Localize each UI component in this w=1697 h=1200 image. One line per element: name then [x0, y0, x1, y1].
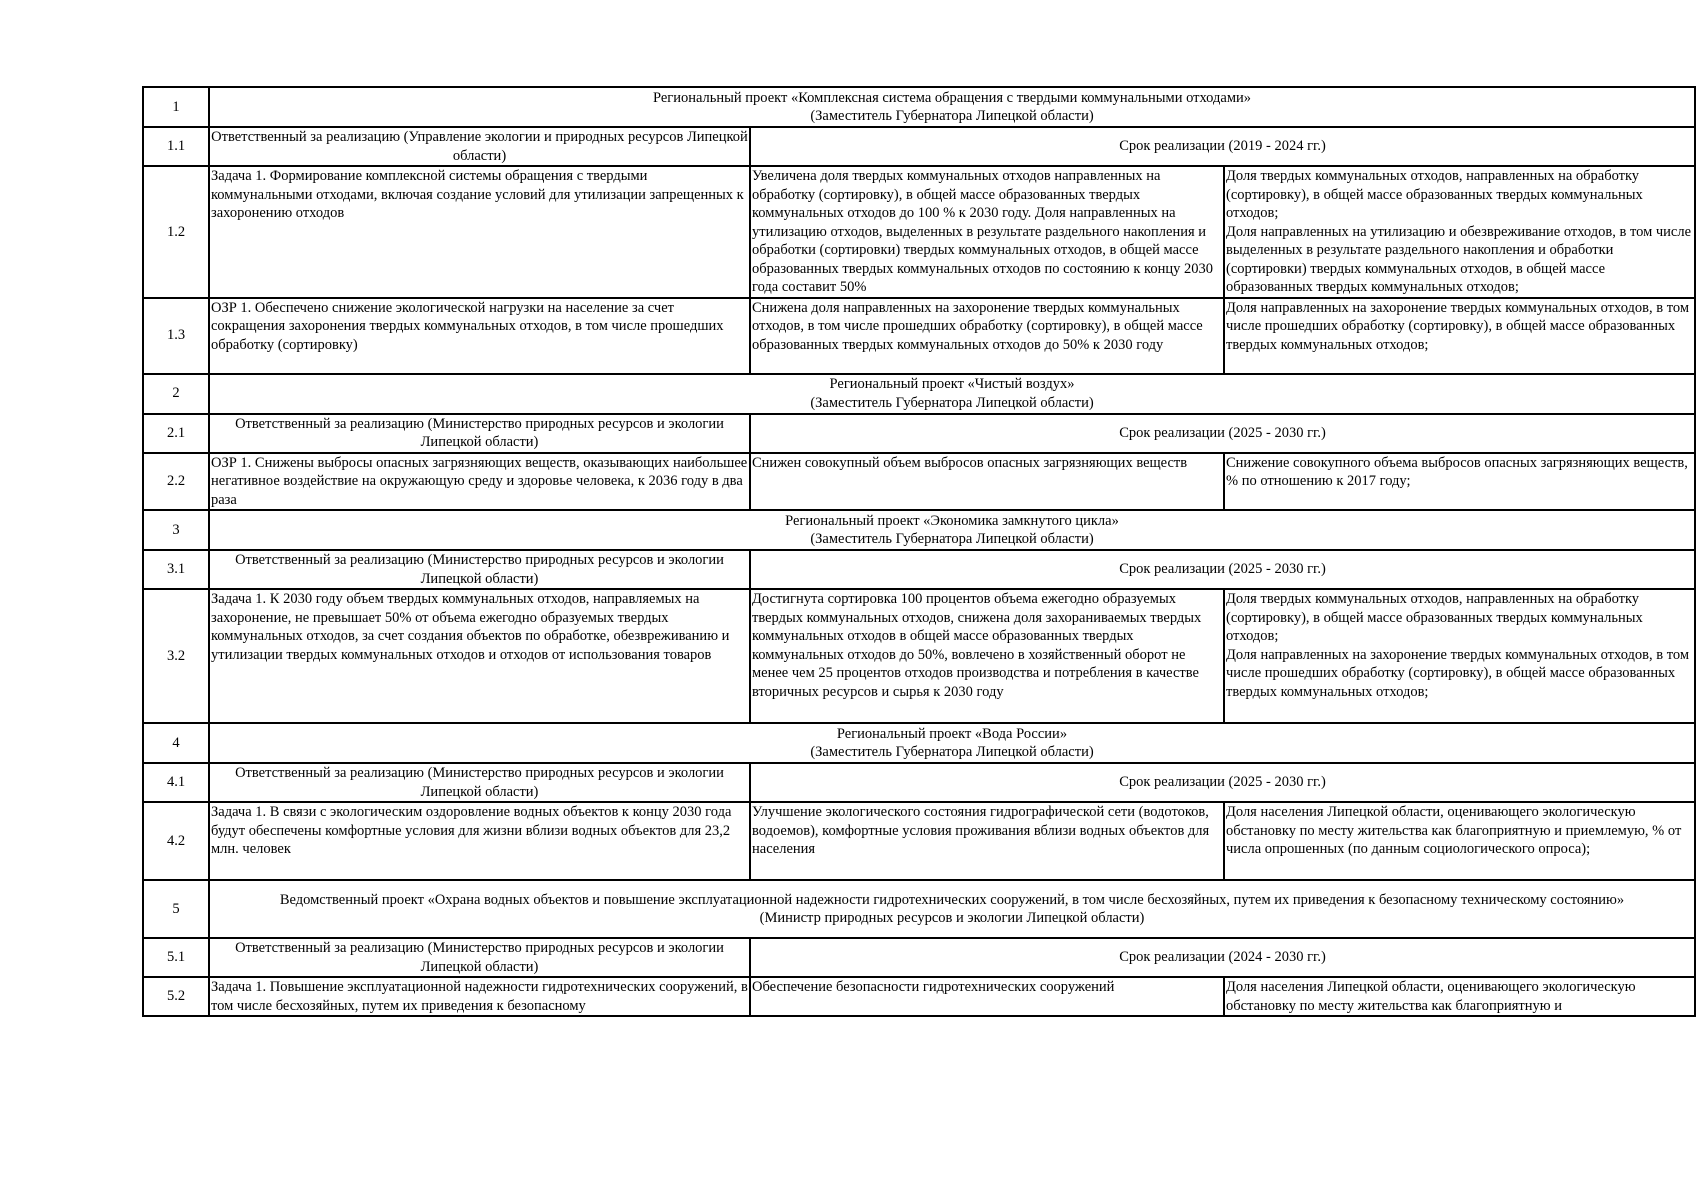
- task-text: Задача 1. В связи с экологическим оздоровление водных объектов к концу 2030 года будут обеспечены комфортные условия для жизни вблизи водных объектов для 23,2 млн. человек: [211, 804, 732, 857]
- row-number: 3: [143, 510, 209, 550]
- task-text: Задача 1. Формирование комплексной системы обращения с твердыми коммунальными отходами, включая создание условий для утилизации запрещенных к захоронению отходов: [211, 168, 744, 221]
- indicators-text: Доля населения Липецкой области, оценивающего экологическую обстановку по месту жительства как благоприятную и приемлемую, % от числа опрошенных (по данным социологического опроса);: [1226, 804, 1682, 857]
- task-cell: [209, 166, 750, 298]
- term-cell: Срок реализации (2025 - 2030 гг.): [750, 414, 1695, 453]
- project-header: [209, 723, 1695, 763]
- table-row: [143, 453, 1695, 511]
- table-row: [143, 510, 1695, 550]
- indicators-cell: [1224, 166, 1695, 298]
- project-title: Региональный проект «Чистый воздух»: [829, 376, 1075, 392]
- table-row: [143, 802, 1695, 880]
- row-number: 5.2: [143, 977, 209, 1016]
- result-text: Улучшение экологического состояния гидрографической сети (водотоков, водоемов), комфортные условия проживания вблизи водных объектов для населения: [752, 804, 1210, 857]
- project-header: [209, 374, 1695, 414]
- row-number: 1.3: [143, 298, 209, 374]
- row-number: 2: [143, 374, 209, 414]
- result-cell: [750, 166, 1224, 298]
- table-row: [143, 127, 1695, 166]
- result-cell: [750, 802, 1224, 880]
- project-title: Региональный проект «Экономика замкнутого цикла»: [785, 512, 1119, 529]
- row-number: 5: [143, 880, 209, 938]
- project-supervisor: (Заместитель Губернатора Липецкой области): [810, 108, 1094, 124]
- project-supervisor: (Заместитель Губернатора Липецкой области): [810, 531, 1094, 547]
- project-supervisor: (Заместитель Губернатора Липецкой области): [810, 394, 1094, 411]
- result-text: Достигнута сортировка 100 процентов объема ежегодно образуемых твердых коммунальных отходов, снижена доля захораниваемых твердых коммунальных отходов в общей массе образованных твердых коммунальных отходов до 50%, вовлечено в хозяйственный оборот не менее чем 25 процентов отходов производства и потребления в качестве вторичных ресурсов и сырья к 2030 году: [752, 591, 1202, 700]
- task-cell: [209, 589, 750, 723]
- responsible-cell: Ответственный за реализацию (Министерство природных ресурсов и экологии Липецкой области): [209, 550, 750, 589]
- table-row: [143, 880, 1695, 938]
- result-text: Обеспечение безопасности гидротехнических сооружений: [752, 979, 1115, 995]
- project-supervisor: (Заместитель Губернатора Липецкой области): [810, 744, 1094, 760]
- task-text: Задача 1. К 2030 году объем твердых коммунальных отходов, направляемых на захоронение, не превышает 50% от объема ежегодно образуемых твердых коммунальных отходов, за счет создания объектов по обработке, обезвреживанию и утилизации твердых коммунальных отходов и отходов от использования товаров: [211, 591, 730, 663]
- result-text: Увеличена доля твердых коммунальных отходов направленных на обработку (сортировку), в общей массе образованных твердых коммунальных отходов до 100 % к 2030 году. Доля направленных на утилизацию отходов, выделенных в результате раздельного накопления и обработки (сортировки) твердых коммунальных отходов, в общей массе образованных твердых коммунальных отходов по состоянию к концу 2030 года составит 50%: [752, 168, 1213, 295]
- row-number: 4: [143, 723, 209, 763]
- task-cell: [209, 977, 750, 1016]
- row-number: 1: [143, 87, 209, 127]
- table-row: [143, 977, 1695, 1016]
- term-cell: Срок реализации (2024 - 2030 гг.): [750, 938, 1695, 977]
- result-cell: [750, 298, 1224, 374]
- table-row: [143, 374, 1695, 414]
- project-title: Ведомственный проект «Охрана водных объектов и повышение эксплуатационной надежности гидротехнических сооружений, в том числе бесхозяйных, путем их приведения к безопасному техническому состоянию»: [279, 891, 1625, 908]
- table-row: [143, 166, 1695, 298]
- table-row: [143, 723, 1695, 763]
- responsible-cell: Ответственный за реализацию (Управление экологии и природных ресурсов Липецкой области): [209, 127, 750, 166]
- indicators-text: Доля населения Липецкой области, оценивающего экологическую обстановку по месту жительства как благоприятную и: [1226, 979, 1636, 1014]
- result-cell: [750, 977, 1224, 1016]
- indicators-cell: [1224, 977, 1695, 1016]
- task-cell: [209, 802, 750, 880]
- term-cell: Срок реализации (2025 - 2030 гг.): [750, 763, 1695, 802]
- indicators-text: Снижение совокупного объема выбросов опасных загрязняющих веществ, % по отношению к 2017 году;: [1226, 454, 1688, 489]
- task-text: ОЗР 1. Снижены выбросы опасных загрязняющих веществ, оказывающих наибольшее негативное воздействие на окружающую среду и здоровье человека, к 2036 году в два раза: [211, 454, 748, 508]
- indicators-cell: [1224, 298, 1695, 374]
- row-number: 3.1: [143, 550, 209, 589]
- result-text: Снижен совокупный объем выбросов опасных загрязняющих веществ: [752, 454, 1188, 471]
- table-row: [143, 414, 1695, 453]
- responsible-cell: Ответственный за реализацию (Министерство природных ресурсов и экологии Липецкой области): [209, 938, 750, 977]
- project-title: Региональный проект «Вода России»: [836, 725, 1068, 742]
- table-row: [143, 550, 1695, 589]
- table-row: [143, 938, 1695, 977]
- indicators-text: Доля направленных на захоронение твердых коммунальных отходов, в том числе прошедших обработку (сортировку), в общей массе образованных твердых коммунальных отходов;: [1226, 299, 1690, 353]
- responsible-cell: Ответственный за реализацию (Министерство природных ресурсов и экологии Липецкой области): [209, 414, 750, 453]
- table-row: [143, 763, 1695, 802]
- task-cell: [209, 298, 750, 374]
- row-number: 4.1: [143, 763, 209, 802]
- table-row: [143, 589, 1695, 723]
- table-row: [143, 87, 1695, 127]
- row-number: 3.2: [143, 589, 209, 723]
- task-text: Задача 1. Повышение эксплуатационной надежности гидротехнических сооружений, в том числе бесхозяйных, путем их приведения к безопасному: [211, 979, 748, 1014]
- project-header: [209, 880, 1695, 938]
- indicators-cell: [1224, 589, 1695, 723]
- term-cell: Срок реализации (2019 - 2024 гг.): [750, 127, 1695, 166]
- indicators-text: Доля твердых коммунальных отходов, направленных на обработку (сортировку), в общей массе образованных твердых коммунальных отходов; Доля направленных на захоронение твердых коммунальных отходов, в том числе прошедших обработку (сортировку), в общей массе образованных твердых коммунальных отходов;: [1226, 591, 1690, 700]
- project-header: [209, 510, 1695, 550]
- project-supervisor: (Министр природных ресурсов и экологии Липецкой области): [759, 910, 1145, 926]
- project-header: [209, 87, 1695, 127]
- row-number: 2.1: [143, 414, 209, 453]
- result-text: Снижена доля направленных на захоронение твердых коммунальных отходов, в том числе прошедших обработку (сортировку), в общей массе образованных твердых коммунальных отходов до 50% к 2030 году: [752, 299, 1203, 353]
- task-cell: [209, 453, 750, 511]
- row-number: 1.1: [143, 127, 209, 166]
- row-number: 5.1: [143, 938, 209, 977]
- table-row: [143, 298, 1695, 374]
- project-title: Региональный проект «Комплексная система обращения с твердыми коммунальными отходами»: [652, 89, 1252, 106]
- indicators-cell: [1224, 453, 1695, 511]
- responsible-cell: Ответственный за реализацию (Министерство природных ресурсов и экологии Липецкой области): [209, 763, 750, 802]
- regional-projects-table: [142, 86, 1696, 1017]
- row-number: 1.2: [143, 166, 209, 298]
- term-cell: Срок реализации (2025 - 2030 гг.): [750, 550, 1695, 589]
- row-number: 2.2: [143, 453, 209, 511]
- indicators-cell: [1224, 802, 1695, 880]
- indicators-text: Доля твердых коммунальных отходов, направленных на обработку (сортировку), в общей массе образованных твердых коммунальных отходов; Доля направленных на утилизацию и обезвреживание отходов, в том числе выделенных в результате раздельного накопления и обработки (сортировки) твердых коммунальных отходов, в общей массе образованных твердых коммунальных отходов;: [1226, 168, 1692, 295]
- task-text: ОЗР 1. Обеспечено снижение экологической нагрузки на население за счет сокращения захоронения твердых коммунальных отходов, в том числе прошедших обработку (сортировку): [211, 299, 724, 353]
- result-cell: [750, 453, 1224, 511]
- result-cell: [750, 589, 1224, 723]
- row-number: 4.2: [143, 802, 209, 880]
